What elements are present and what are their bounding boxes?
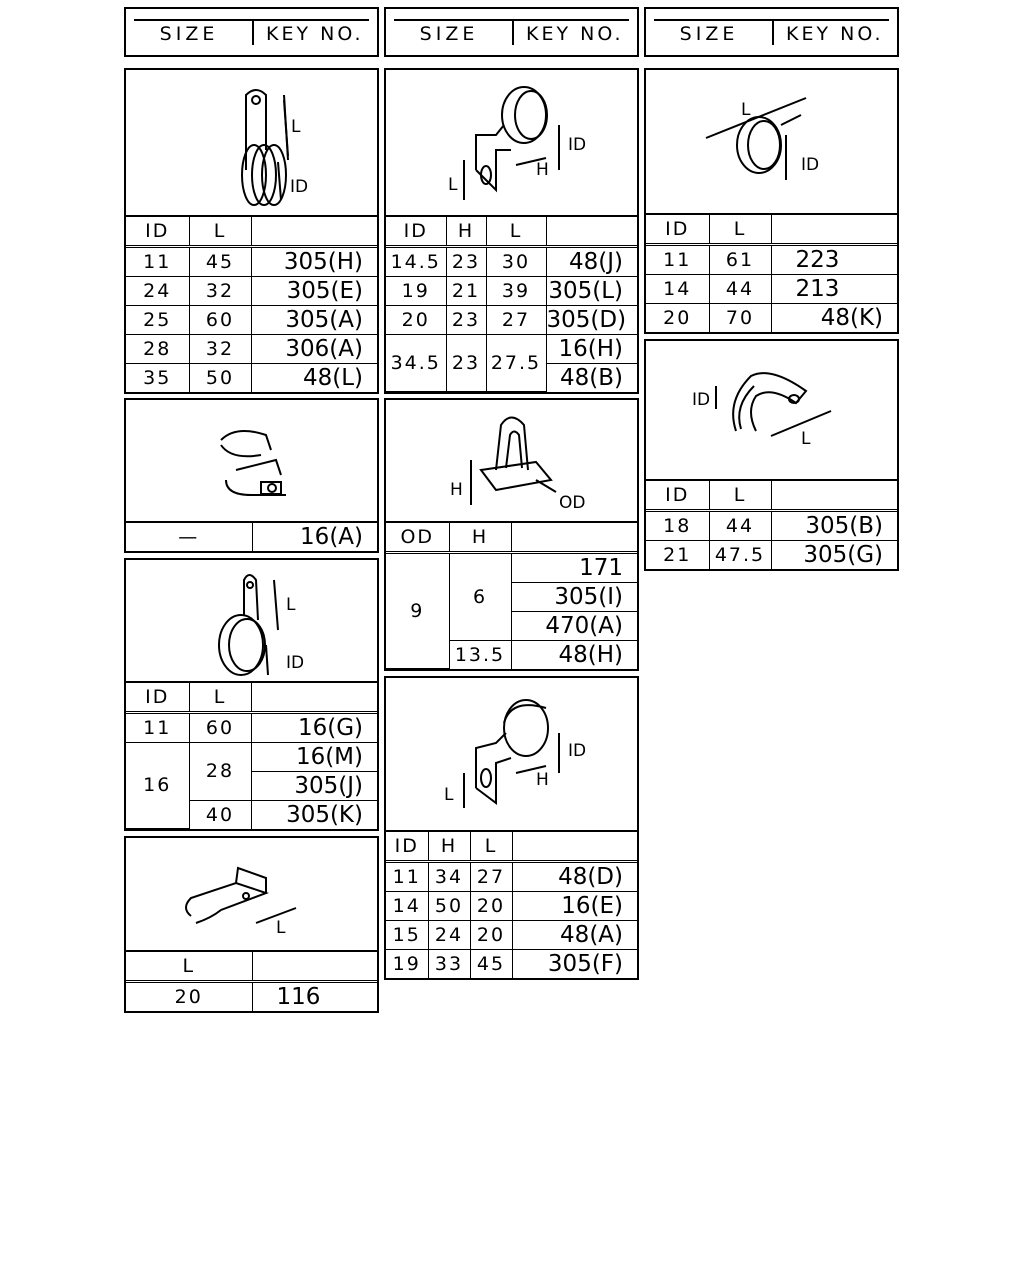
- cell-id: 20: [646, 304, 709, 333]
- cell-id: 19: [386, 276, 446, 305]
- dim-label-l: L: [741, 100, 751, 120]
- col-key: [771, 480, 897, 511]
- cell-l: 20: [470, 921, 512, 950]
- cell-key: 223: [771, 245, 897, 275]
- table-row: [386, 334, 637, 363]
- col-key: [546, 216, 637, 247]
- clip-illustration-2: [386, 70, 637, 216]
- dim-label-l: L: [444, 785, 454, 805]
- col-key: [251, 682, 377, 713]
- col-l: L: [126, 951, 252, 982]
- table-row: [386, 862, 637, 892]
- table-row: [386, 892, 637, 921]
- cell-h: 34: [428, 862, 470, 892]
- clip-panel-4: [124, 398, 379, 553]
- cell-l: 30: [486, 246, 546, 276]
- cell-l: 27: [470, 862, 512, 892]
- cell-key: 16(A): [252, 522, 377, 551]
- col-l: L: [709, 214, 771, 245]
- cell-od: 9: [386, 552, 449, 669]
- clip-illustration-5: [386, 400, 637, 524]
- dim-label-h: H: [536, 160, 549, 180]
- table-row: [646, 304, 897, 333]
- col-h: H: [428, 831, 470, 862]
- cell-l: 47.5: [709, 541, 771, 570]
- dim-label-l: L: [448, 175, 458, 195]
- table-row: [386, 950, 637, 979]
- clip-illustration-6: [646, 341, 897, 484]
- cell-key: 305(F): [512, 950, 637, 979]
- cell-h: 23: [446, 246, 486, 276]
- size-header: SIZE: [679, 23, 739, 45]
- cell-l: 20: [126, 982, 252, 1012]
- cell-id: 16: [126, 742, 189, 829]
- clip-1-table: [126, 215, 377, 392]
- cell-key: 16(G): [251, 712, 377, 742]
- table-row: [646, 245, 897, 275]
- col-h: H: [449, 522, 511, 553]
- cell-key: 470(A): [511, 611, 637, 640]
- dim-label-h: H: [450, 480, 463, 500]
- cell-id: 20: [386, 305, 446, 334]
- cell-h: 50: [428, 892, 470, 921]
- col-l: L: [709, 480, 771, 511]
- cell-key: 305(G): [771, 541, 897, 570]
- col-key: [251, 216, 377, 247]
- clip-panel-6: [644, 339, 899, 571]
- cell-id: 21: [646, 541, 709, 570]
- dim-label-l: L: [276, 918, 286, 938]
- clip-8-table: [386, 830, 637, 978]
- dim-label-l: L: [801, 429, 811, 449]
- table-row: [126, 335, 377, 364]
- cell-id: 34.5: [386, 334, 446, 392]
- cell-key: 48(A): [512, 921, 637, 950]
- cell-key: 171: [511, 552, 637, 582]
- cell-id: 14.5: [386, 246, 446, 276]
- header-col-1: [124, 7, 379, 57]
- clip-4-table: [126, 521, 377, 551]
- clip-9-table: [126, 950, 377, 1011]
- table-row: [126, 277, 377, 306]
- cell-key: 305(B): [771, 511, 897, 541]
- header-col-3: [644, 7, 899, 57]
- cell-key: 305(L): [546, 276, 637, 305]
- dim-label-od: OD: [559, 493, 586, 513]
- key-no-header: KEY NO.: [266, 23, 364, 45]
- cell-key: 48(H): [511, 640, 637, 669]
- table-row: [126, 247, 377, 277]
- cell-id: 18: [646, 511, 709, 541]
- table-row: [126, 364, 377, 393]
- col-l: L: [470, 831, 512, 862]
- cell-id: 14: [386, 892, 428, 921]
- clip-panel-5: [384, 398, 639, 671]
- cell-key: 305(D): [546, 305, 637, 334]
- cell-l: 40: [189, 800, 251, 829]
- clip-5-table: [386, 521, 637, 670]
- cell-key: 305(J): [251, 771, 377, 800]
- cell-key: 306(A): [251, 335, 377, 364]
- col-od: OD: [386, 522, 449, 553]
- dim-label-id: ID: [286, 653, 305, 673]
- cell-id: 14: [646, 275, 709, 304]
- cell-key: 16(E): [512, 892, 637, 921]
- cell-key: 305(A): [251, 306, 377, 335]
- size-header: SIZE: [159, 23, 219, 45]
- cell-l: 70: [709, 304, 771, 333]
- cell-h: 23: [446, 334, 486, 392]
- cell-id: 25: [126, 306, 189, 335]
- cell-l: 32: [189, 277, 251, 306]
- clip-3-table: [646, 213, 897, 332]
- col-l: L: [189, 682, 251, 713]
- cell-l: 60: [189, 712, 251, 742]
- col-l: L: [486, 216, 546, 247]
- cell-key: 116: [252, 982, 377, 1012]
- table-row: [386, 921, 637, 950]
- cell-l: 44: [709, 511, 771, 541]
- col-id: ID: [386, 216, 446, 247]
- table-row: [126, 982, 377, 1012]
- cell-key: 305(I): [511, 582, 637, 611]
- cell-l: 28: [189, 742, 251, 800]
- size-header: SIZE: [419, 23, 479, 45]
- col-id: ID: [646, 214, 709, 245]
- col-key: [252, 951, 377, 982]
- cell-l: 61: [709, 245, 771, 275]
- clip-panel-2: [384, 68, 639, 394]
- cell-id: 11: [126, 247, 189, 277]
- col-id: ID: [646, 480, 709, 511]
- cell-h: 13.5: [449, 640, 511, 669]
- table-row: [646, 511, 897, 541]
- clip-7-table: [126, 681, 377, 830]
- cell-l: 44: [709, 275, 771, 304]
- cell-l: 20: [470, 892, 512, 921]
- table-row: [386, 305, 637, 334]
- col-key: [512, 831, 637, 862]
- cell-id: 11: [386, 862, 428, 892]
- clip-illustration-9: [126, 838, 377, 955]
- cell-l: 32: [189, 335, 251, 364]
- cell-id: 24: [126, 277, 189, 306]
- cell-key: 16(H): [546, 334, 637, 363]
- dim-label-l: L: [291, 117, 301, 137]
- col-id: ID: [386, 831, 428, 862]
- cell-id: 35: [126, 364, 189, 393]
- clip-illustration-4: [126, 400, 377, 524]
- cell-l: 39: [486, 276, 546, 305]
- dim-label-id: ID: [568, 135, 587, 155]
- col-key: [771, 214, 897, 245]
- clip-illustration-8: [386, 678, 637, 833]
- clip-2-table: [386, 215, 637, 393]
- table-row: [646, 275, 897, 304]
- cell-l: 50: [189, 364, 251, 393]
- clip-panel-9: [124, 836, 379, 1013]
- dim-label-id: ID: [290, 177, 309, 197]
- cell-key: 305(E): [251, 277, 377, 306]
- cell-id: 19: [386, 950, 428, 979]
- table-row: [646, 541, 897, 570]
- clip-panel-1: [124, 68, 379, 394]
- dim-label-id: ID: [801, 155, 820, 175]
- cell-id: 11: [126, 712, 189, 742]
- clip-panel-8: [384, 676, 639, 980]
- cell-h: 24: [428, 921, 470, 950]
- table-row: [386, 552, 637, 582]
- clip-panel-3: [644, 68, 899, 334]
- col-id: ID: [126, 216, 189, 247]
- table-row: [126, 712, 377, 742]
- cell-id: 28: [126, 335, 189, 364]
- clip-illustration-1: [126, 70, 377, 216]
- cell-l: 60: [189, 306, 251, 335]
- table-row: [126, 742, 377, 771]
- clip-panel-7: [124, 558, 379, 831]
- key-no-header: KEY NO.: [786, 23, 884, 45]
- cell-key: 48(J): [546, 246, 637, 276]
- col-h: H: [446, 216, 486, 247]
- col-l: L: [189, 216, 251, 247]
- cell-h: 6: [449, 552, 511, 640]
- key-no-header: KEY NO.: [526, 23, 624, 45]
- table-row: [126, 522, 377, 551]
- table-row: [386, 276, 637, 305]
- cell-l: 27.5: [486, 334, 546, 392]
- cell-key: 48(K): [771, 304, 897, 333]
- dim-label-id: ID: [692, 390, 711, 410]
- cell-id: 11: [646, 245, 709, 275]
- dim-label-id: ID: [568, 741, 587, 761]
- cell-key: 213: [771, 275, 897, 304]
- clip-illustration-3: [646, 70, 897, 216]
- cell-l: 45: [189, 247, 251, 277]
- dim-label-l: L: [286, 595, 296, 615]
- table-row: [126, 306, 377, 335]
- cell-dash: —: [126, 522, 252, 551]
- clip-illustration-7: [126, 560, 377, 685]
- cell-h: 33: [428, 950, 470, 979]
- cell-key: 48(B): [546, 363, 637, 392]
- header-col-2: [384, 7, 639, 57]
- cell-l: 27: [486, 305, 546, 334]
- table-row: [386, 246, 637, 276]
- cell-key: 305(H): [251, 247, 377, 277]
- cell-key: 305(K): [251, 800, 377, 829]
- col-id: ID: [126, 682, 189, 713]
- cell-key: 48(D): [512, 862, 637, 892]
- cell-h: 23: [446, 305, 486, 334]
- clip-6-table: [646, 479, 897, 569]
- dim-label-h: H: [536, 770, 549, 790]
- cell-key: 48(L): [251, 364, 377, 393]
- cell-key: 16(M): [251, 742, 377, 771]
- cell-h: 21: [446, 276, 486, 305]
- col-key: [511, 522, 637, 553]
- cell-id: 15: [386, 921, 428, 950]
- cell-l: 45: [470, 950, 512, 979]
